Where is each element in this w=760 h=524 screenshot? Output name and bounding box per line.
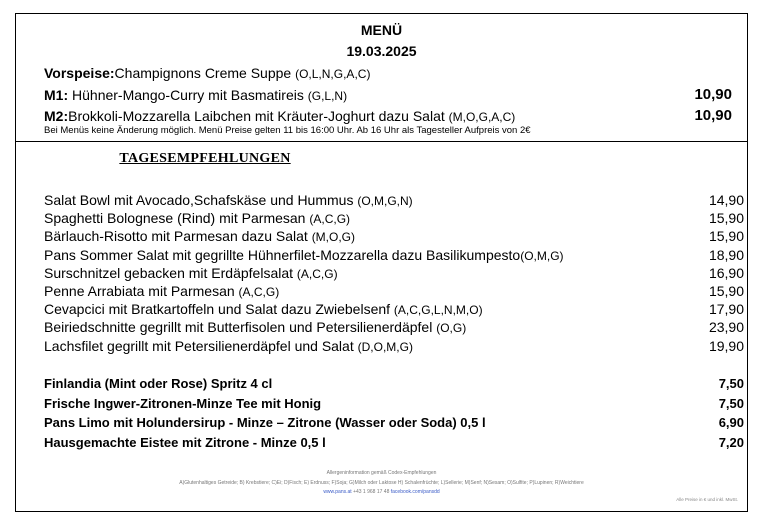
dish-price: 17,90 xyxy=(708,301,744,318)
dish-allergens: (O,M,G,N) xyxy=(357,194,413,208)
footer-allergen-title: Allergeninformation gemäß Codex-Empfehlungen xyxy=(326,470,437,476)
dish-price: 18,90 xyxy=(708,246,744,263)
dish-row xyxy=(44,228,355,244)
m2-allergens: (M,O,G,A,C) xyxy=(448,110,516,124)
dish-allergens: (A,C,G) xyxy=(238,285,280,299)
m1-price: 10,90 xyxy=(694,86,732,103)
recommendations-title: TAGESEMPFEHLUNGEN xyxy=(119,151,291,166)
footer-website[interactable]: www.pans.at xyxy=(323,489,352,495)
dish-allergens: (D,O,M,G) xyxy=(357,339,413,354)
dish-price: 15,90 xyxy=(708,283,744,299)
dish-row xyxy=(44,247,564,263)
dish-name: Beiriedschnitte gegrillt mit Butterfisolen und Petersilienerdäpfel xyxy=(44,319,437,336)
m2-line xyxy=(44,108,515,124)
drink-price: 7,20 xyxy=(718,434,744,450)
menu-date: 19.03.2025 xyxy=(346,43,417,59)
drink-price: 7,50 xyxy=(718,376,744,391)
dish-name: Lachsfilet gegrillt mit Petersilienerdäpfel und Salat xyxy=(44,337,358,354)
footer-facebook[interactable]: facebook.com/pansdd xyxy=(390,489,440,495)
dish-allergens: (O,M,G) xyxy=(520,248,564,263)
dish-price: 14,90 xyxy=(708,192,744,208)
m1-name: Hühner-Mango-Curry mit Basmatireis xyxy=(68,87,308,103)
dish-name: Bärlauch-Risotto mit Parmesan dazu Salat xyxy=(44,228,312,245)
footer-price-note: Alle Preise in € und inkl. MwSt. xyxy=(676,497,738,502)
dish-name: Penne Arrabiata mit Parmesan xyxy=(44,283,239,299)
m1-allergens: (G,L,N) xyxy=(307,89,348,103)
dish-allergens: (A,C,G,L,N,M,O) xyxy=(393,303,483,318)
drink-name: Finlandia (Mint oder Rose) Spritz 4 cl xyxy=(44,376,273,391)
m1-line xyxy=(44,87,347,103)
m2-price: 10,90 xyxy=(694,107,732,124)
starter-name: Champignons Creme Suppe xyxy=(114,65,296,81)
drink-name: Pans Limo mit Holundersirup - Minze – Zitrone (Wasser oder Soda) 0,5 l xyxy=(44,415,486,430)
section-divider xyxy=(15,141,748,142)
footer-contact xyxy=(15,489,748,495)
dish-row xyxy=(44,210,350,226)
dish-name: Salat Bowl mit Avocado,Schafskäse und Hummus xyxy=(44,192,358,208)
dish-name: Cevapcici mit Bratkartoffeln und Salat dazu Zwiebelsenf xyxy=(44,301,394,318)
dish-row xyxy=(44,301,483,317)
dish-name: Surschnitzel gebacken mit Erdäpfelsalat xyxy=(44,264,297,281)
dish-row xyxy=(44,265,338,281)
footer-allergen-legend: A)Glutenhaltiges Getreide; B) Krebstiere; C)Ei; D)Fisch; E) Erdnuss; F)Soja; G)Milch oder Laktose H) Schalenfrüchte; L)Sellerie; M)Senf; N)Sesam; O)Sulfite; P)Lupinen; R)Weichtiere xyxy=(179,480,584,486)
drink-name: Hausgemachte Eistee mit Zitrone - Minze 0,5 l xyxy=(44,434,326,450)
m2-name: Brokkoli-Mozzarella Laibchen mit Kräuter-Joghurt dazu Salat xyxy=(68,108,449,124)
dish-allergens: (M,O,G) xyxy=(311,230,356,245)
dish-price: 15,90 xyxy=(708,228,744,245)
m1-label: M1: xyxy=(44,87,69,103)
dish-price: 19,90 xyxy=(708,337,744,354)
footer-phone: +43 1 968 17 48 xyxy=(353,489,390,495)
dish-row xyxy=(44,192,413,208)
dish-price: 15,90 xyxy=(708,210,744,227)
dish-allergens: (A,C,G) xyxy=(296,266,338,281)
dish-name: Spaghetti Bolognese (Rind) mit Parmesan xyxy=(44,210,310,227)
menu-title: MENÜ xyxy=(360,22,403,38)
dish-allergens: (O,G) xyxy=(436,321,467,336)
dish-row xyxy=(44,283,279,299)
dish-row xyxy=(44,338,413,354)
dish-allergens: (A,C,G) xyxy=(309,212,351,227)
dish-name: Pans Sommer Salat mit gegrillte Hühnerfilet-Mozzarella dazu Basilikumpesto xyxy=(44,246,521,263)
starter-allergens: (O,L,N,G,A,C) xyxy=(295,67,371,81)
menu-note: Bei Menüs keine Änderung möglich. Menü Preise gelten 11 bis 16:00 Uhr. Ab 16 Uhr als Tagesteller Aufpreis von 2€ xyxy=(44,125,531,136)
drink-price: 7,50 xyxy=(718,395,744,411)
dish-price: 16,90 xyxy=(708,264,744,281)
drink-price: 6,90 xyxy=(718,415,744,430)
drink-name: Frische Ingwer-Zitronen-Minze Tee mit Honig xyxy=(44,395,322,411)
starter-label: Vorspeise: xyxy=(44,65,115,81)
starter-line xyxy=(44,65,370,81)
m2-label: M2: xyxy=(44,108,69,124)
dish-price: 23,90 xyxy=(708,319,744,336)
dish-row xyxy=(44,319,466,335)
